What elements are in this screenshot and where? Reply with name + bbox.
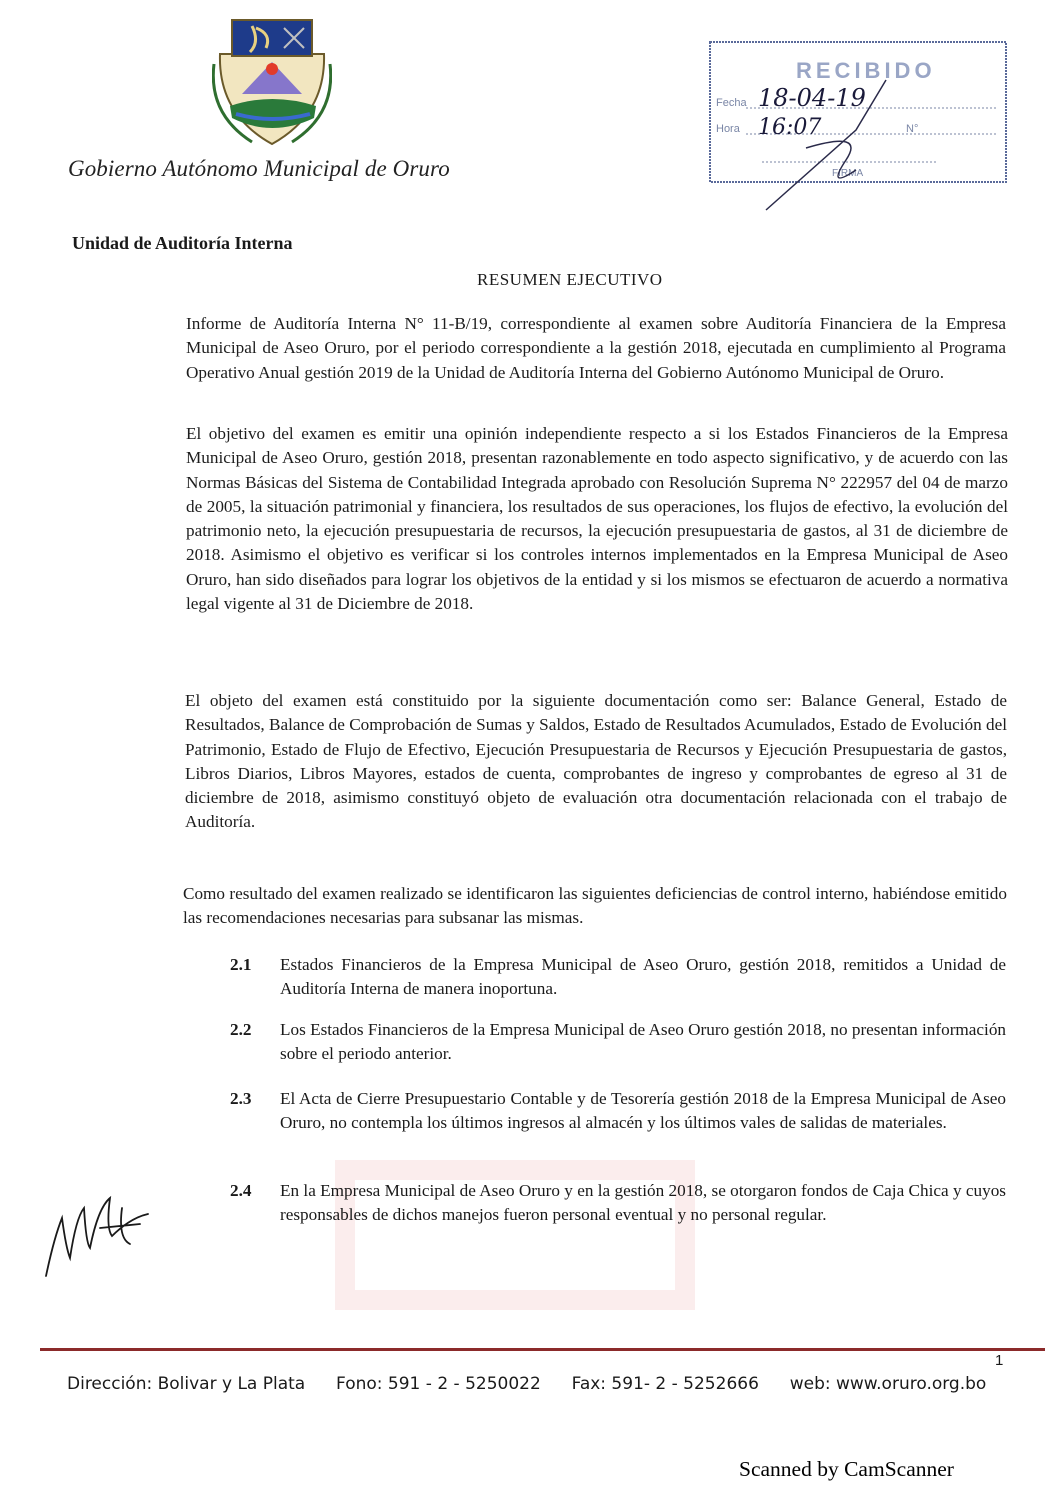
paragraph-object: El objeto del examen está constituido por la siguiente documentación como ser: Balance General, Estado de Resultados, Balance de Comprobación de Sumas y Saldos, Estado de Resultados Acumulados, Estado de Evolución del Patrimonio, Estado de Flujo de Efectivo, Ejecución Presupuestaria de Recursos y Ejecución Presupuestaria de gastos, Libros Diarios, Libros Mayores, estados de cuenta, comprobantes de ingreso y comprobantes de egreso al 31 de diciembre de 2018, asimismo constituyó objeto de evaluación otra documentación relacionada con el trabajo de Auditoría. — [185, 691, 1007, 832]
footer-phone: Fono: 591 - 2 - 5250022 — [336, 1374, 541, 1394]
unit-title: Unidad de Auditoría Interna — [72, 233, 293, 253]
received-stamp — [706, 20, 1010, 225]
item-number: 2.1 — [230, 955, 252, 974]
document-title: RESUMEN EJECUTIVO — [477, 270, 663, 289]
footer-fax: Fax: 591- 2 - 5252666 — [571, 1374, 759, 1394]
footer-web-link[interactable]: web: www.oruro.org.bo — [789, 1374, 987, 1394]
stamp-fecha-label: Fecha — [716, 97, 747, 109]
footer-address: Dirección: Bolivar y La Plata — [67, 1374, 306, 1394]
item-text: En la Empresa Municipal de Aseo Oruro y en la gestión 2018, se otorgaron fondos de Caja Chica y cuyos responsables de dichos manejos fueron personal eventual y no personal regular. — [280, 1181, 1006, 1225]
item-text: El Acta de Cierre Presupuestario Contable y de Tesorería gestión 2018 de la Empresa Municipal de Aseo Oruro, no contempla los últimos ingresos al almacén y los últimos vales de salidas de materiales. — [280, 1089, 1006, 1133]
paragraph-intro: Informe de Auditoría Interna N° 11-B/19, correspondiente al examen sobre Auditoría Financiera de la Empresa Municipal de Aseo Oruro, por el periodo correspondiente a la gestión 2018, ejecutada en cumplimiento al Programa Operativo Anual gestión 2019 de la Unidad de Auditoría Interna del Gobierno Autónomo Municipal de Oruro. — [186, 314, 1006, 382]
item-number: 2.4 — [230, 1181, 252, 1200]
item-text: Estados Financieros de la Empresa Municipal de Aseo Oruro, gestión 2018, remitidos a Unidad de Auditoría Interna de manera inoportuna. — [280, 955, 1006, 999]
stamp-firma-label: FIRMA — [832, 168, 864, 179]
footer-contact — [67, 1374, 986, 1394]
scanner-watermark: Scanned by CamScanner — [739, 1457, 954, 1481]
footer-rule — [40, 1348, 1045, 1351]
stamp-n-label: N° — [906, 123, 919, 135]
organization-name: Gobierno Autónomo Municipal de Oruro — [68, 156, 450, 181]
item-text: Los Estados Financieros de la Empresa Municipal de Aseo Oruro gestión 2018, no presentan información sobre el periodo anterior. — [280, 1020, 1007, 1064]
stamp-hora-value: 16:07 — [758, 115, 822, 140]
item-number: 2.2 — [230, 1020, 252, 1039]
handwritten-signature — [40, 1188, 155, 1283]
page-number: 1 — [995, 1352, 1004, 1369]
stamp-hora-label: Hora — [716, 123, 740, 135]
stamp-fecha-value: 18-04-19 — [758, 84, 866, 112]
paragraph-result: Como resultado del examen realizado se identificaron las siguientes deficiencias de control interno, habiéndose emitido las recomendaciones necesarias para subsanar las mismas. — [183, 884, 1007, 928]
stamp-header: RECIBIDO — [796, 58, 936, 83]
paragraph-objective: El objetivo del examen es emitir una opinión independiente respecto a si los Estados Financieros de la Empresa Municipal de Aseo Oruro, gestión 2018, presentan razonablemente en todo aspecto significativo, y de acuerdo con las Normas Básicas del Sistema de Contabilidad Integrada aprobado con Resolución Suprema N° 222957 del 04 de marzo de 2005, la situación patrimonial y financiera, los resultados de sus operaciones, los flujos de efectivo, la evolución del patrimonio neto, la ejecución presupuestaria de recursos, la ejecución presupuestaria de gastos, al 31 de diciembre de 2018. Asimismo el objetivo es verificar si los controles internos implementados en la Empresa Municipal de Aseo Oruro, han sido diseñados para lograr los objetivos de la entidad y si los mismos se efectuaron de acuerdo a normativa legal vigente al 31 de Diciembre de 2018. — [186, 424, 1008, 614]
item-number: 2.3 — [230, 1089, 252, 1108]
municipal-crest-logo — [212, 14, 332, 149]
